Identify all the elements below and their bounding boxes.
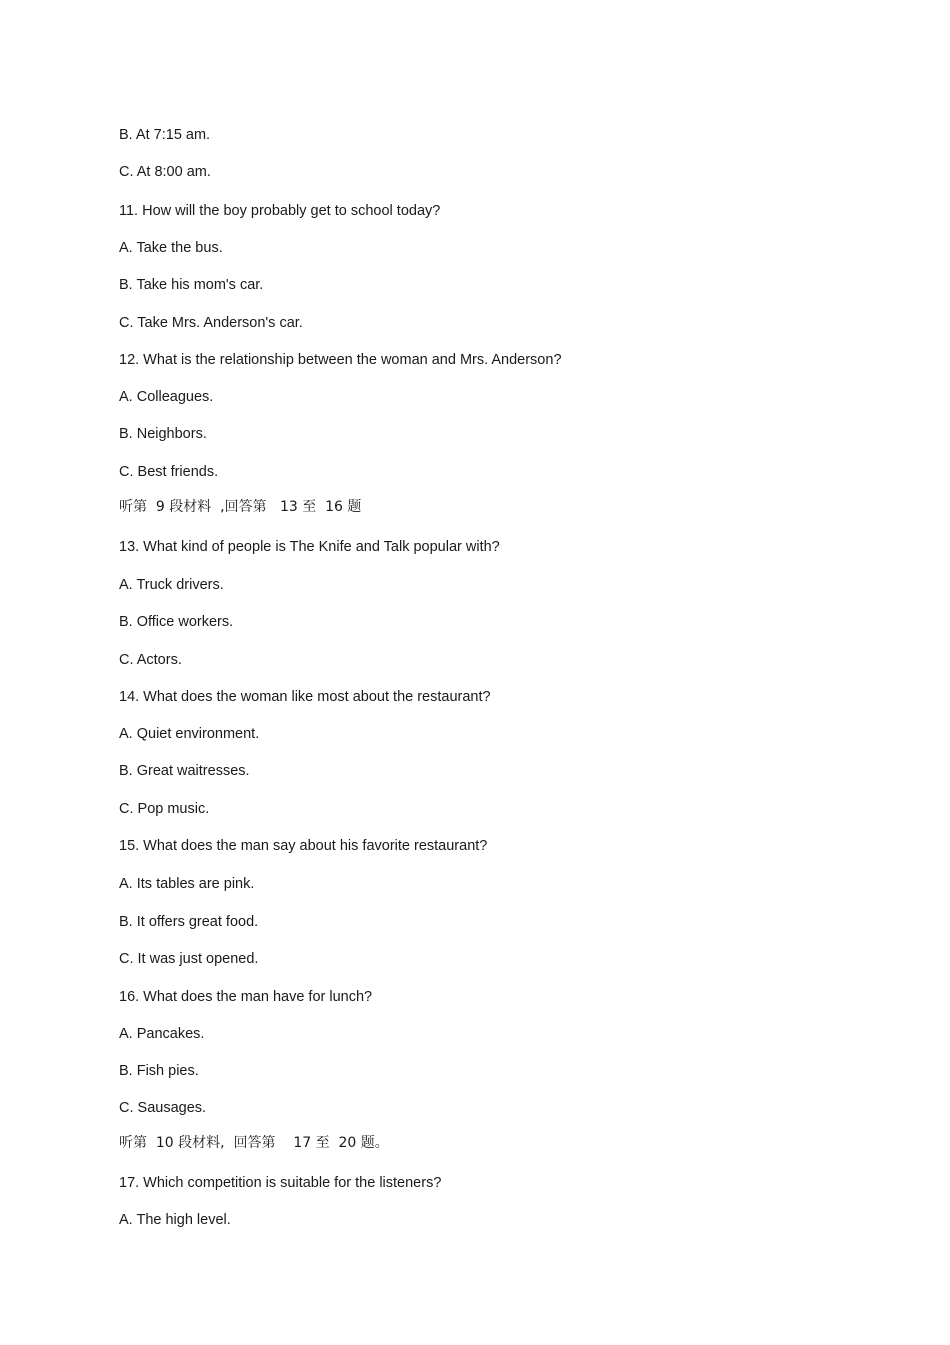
option-a-q17: A. The high level. [119,1212,231,1228]
option-a-q15: A. Its tables are pink. [119,876,255,892]
option-b-q16: B. Fish pies. [119,1063,199,1079]
option-c-q11: C. Take Mrs. Anderson's car. [119,315,303,331]
option-b-q13: B. Office workers. [119,614,234,630]
question-14: 14. What does the woman like most about the restaurant? [119,689,491,705]
option-b-q10: B. At 7:15 am. [119,127,211,143]
option-c-q14: C. Pop music. [119,801,210,817]
question-13: 13. What kind of people is The Knife and Talk popular with? [119,539,500,555]
option-a-q12: A. Colleagues. [119,389,214,405]
option-c-q12: C. Best friends. [119,464,219,480]
option-a-q16: A. Pancakes. [119,1026,205,1042]
question-15: 15. What does the man say about his favorite restaurant? [119,838,488,854]
option-b-q15: B. It offers great food. [119,914,259,930]
option-b-q14: B. Great waitresses. [119,763,250,779]
option-c-q13: C. Actors. [119,652,182,668]
option-b-q11: B. Take his mom's car. [119,277,264,293]
section-instruction-9: 听第 9 段材料 ,回答第 13 至 16 题 [119,499,362,515]
question-17: 17. Which competition is suitable for the listeners? [119,1175,442,1191]
option-a-q11: A. Take the bus. [119,240,223,256]
question-16: 16. What does the man have for lunch? [119,989,373,1005]
option-a-q14: A. Quiet environment. [119,726,260,742]
option-c-q10: C. At 8:00 am. [119,164,211,180]
option-c-q15: C. It was just opened. [119,951,259,967]
option-c-q16: C. Sausages. [119,1100,207,1116]
option-b-q12: B. Neighbors. [119,426,207,442]
option-a-q13: A. Truck drivers. [119,577,224,593]
question-12: 12. What is the relationship between the woman and Mrs. Anderson? [119,352,562,368]
section-instruction-10: 听第 10 段材料, 回答第 17 至 20 题。 [119,1135,389,1151]
question-11: 11. How will the boy probably get to school today? [119,203,441,219]
